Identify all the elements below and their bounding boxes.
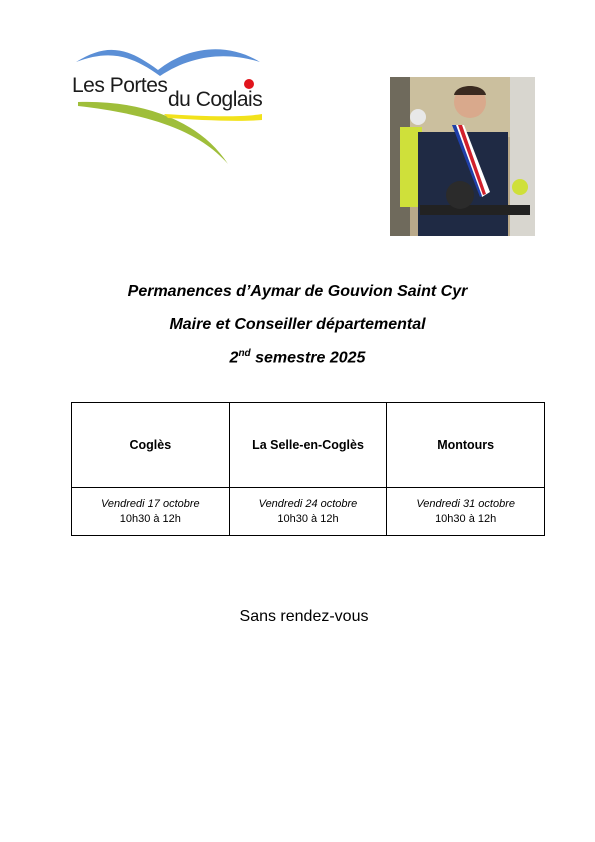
mayor-photo [390, 77, 535, 236]
table-header-cell: La Selle-en-Coglès [229, 403, 387, 488]
hours-text: 10h30 à 12h [119, 512, 181, 525]
date-text: Vendredi 31 octobre [416, 497, 515, 510]
hours-text: 10h30 à 12h [277, 512, 339, 525]
table-row [72, 488, 545, 536]
semester-suffix: nd [238, 348, 251, 359]
no-appointment-note: Sans rendez-vous [239, 608, 369, 625]
table-header-row [72, 403, 545, 488]
permanences-table [71, 402, 545, 536]
semester-number: 2 [229, 349, 239, 367]
table-header-cell: Montours [387, 403, 545, 488]
title-line-1: Permanences d’Aymar de Gouvion Saint Cyr [127, 283, 468, 300]
table-cell [229, 488, 387, 536]
title-line-2: Maire et Conseiller départemental [169, 316, 426, 333]
semester-rest: semestre 2025 [250, 349, 366, 367]
hours-text: 10h30 à 12h [435, 512, 497, 525]
date-text: Vendredi 17 octobre [100, 497, 200, 510]
table-cell [387, 488, 545, 536]
date-text: Vendredi 24 octobre [258, 497, 358, 510]
logo-text-line2: du Coglais [168, 88, 263, 111]
table-cell [72, 488, 230, 536]
title-line-3 [0, 348, 595, 367]
logo-les-portes-du-coglais [68, 40, 268, 168]
logo-text-line1: Les Portes [72, 74, 168, 97]
table-header-cell: Coglès [72, 403, 230, 488]
